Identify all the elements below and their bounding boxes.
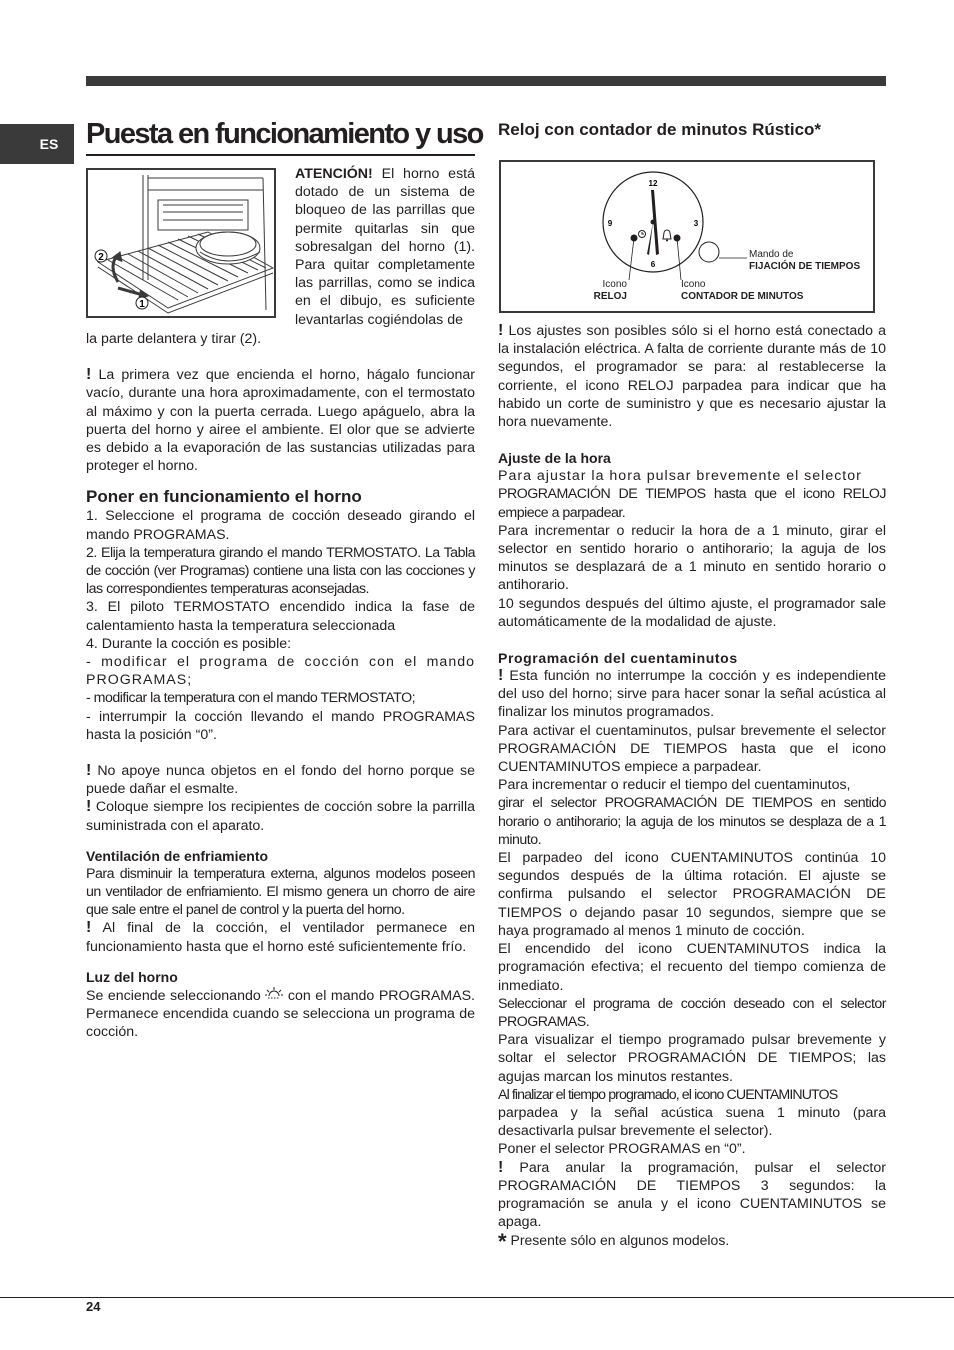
clock-number-12: 12	[648, 179, 658, 188]
figure-label-one: 1	[139, 299, 145, 310]
time-p1b: PROGRAMACIÓN DE TIEMPOS hasta que el icono RELOJ empiece a parpadear.	[498, 486, 886, 521]
vent-heading: Ventilación de enfriamiento	[86, 847, 269, 864]
step-2: 2. Elija la temperatura girando el mando TERMOSTATO. La Tabla de cocción (ver Programas) contiene una lista con las cocciones y las correspondientes temperaturas aconsejadas.	[86, 544, 475, 598]
step-4: 4. Durante la cocción es posible:	[86, 635, 292, 652]
step-4b: - modificar la temperatura con el mando TERMOSTATO;	[86, 690, 416, 707]
step-4c: - interrumpir la cocción llevando el mando PROGRAMAS hasta la posición “0”.	[86, 708, 475, 743]
timer-icon-label: Icono CONTADOR DE MINUTOS	[681, 279, 804, 302]
clock-number-3: 3	[693, 219, 699, 228]
timer-p8b: parpadea y la señal acústica suena 1 minuto (para desactivarla pulsar brevemente el selector).	[498, 1104, 886, 1140]
vent-text: Para disminuir la temperatura externa, algunos modelos poseen un ventilador de enfriamiento. El mismo genera un chorro de aire que sale entre el panel de control y la puerta del horno.	[86, 865, 475, 919]
footer-rule	[0, 1297, 954, 1298]
timer-p7: Para visualizar el tiempo programado pulsar brevemente y soltar el selector PROGRAMACIÓN DE TIEMPOS; las agujas marcan los minutos restantes.	[498, 1032, 886, 1085]
step-4a: - modificar el programa de cocción con el mando PROGRAMAS;	[86, 654, 475, 689]
timer-p1: ! Esta función no interrumpe la cocción y es independiente del uso del horno; sirve para hacer sonar la señal acústica al finalizar los minutos programados.	[498, 667, 886, 721]
oven-light-icon	[265, 986, 283, 1002]
timer-heading: Programación del cuentaminutos	[498, 650, 738, 667]
attention-text: El horno está dotado de un sistema de bloqueo de las parrillas que permite quitarlas sin que sobresalgan del horno (1). Para quitar completamente las parrillas, como se indica en el dibujo, es suficiente levantarlas cogiéndolas de	[295, 166, 475, 328]
warning-1: ! No apoye nunca objetos en el fondo del horno porque se puede dañar el esmalte.	[86, 762, 475, 798]
vent-warning: ! Al final de la cocción, el ventilador permanece en funcionamiento hasta que el horno esté suficientemente frío.	[86, 919, 475, 955]
clock-icon-label: Icono RELOJ	[593, 279, 627, 302]
clock-number-6: 6	[650, 260, 656, 269]
warning-2: ! Coloque siempre los recipientes de cocción sobre la parrilla suministrada con el aparato.	[86, 798, 475, 834]
timer-p10: ! Para anular la programación, pulsar el selector PROGRAMACIÓN DE TIEMPOS 3 segundos: la programación se anula y el icono CUENTAMINUTOS se apaga.	[498, 1158, 886, 1231]
timer-p9: Poner el selector PROGRAMAS en “0”.	[498, 1141, 746, 1158]
timer-p6: Seleccionar el programa de cocción deseado con el selector PROGRAMAS.	[498, 995, 886, 1030]
clock-number-9: 9	[607, 219, 613, 228]
footnote: * Presente sólo en algunos modelos.	[498, 1229, 730, 1255]
time-p2: Para incrementar o reducir la hora de a 1 minuto, girar el selector en sentido horario o antihorario; la aguja de los minutos se desplazará de a 1 minuto en sentido horario o antihorario.	[498, 522, 886, 594]
rack-drawing	[88, 170, 274, 316]
timer-p3b: girar el selector PROGRAMACIÓN DE TIEMPOS en sentido horario o antihorario; la aguja de los minutos se desplaza de a 1 minuto.	[498, 795, 886, 848]
language-tab: ES	[0, 124, 74, 164]
timer-p5: El encendido del icono CUENTAMINUTOS indica la programación efectiva; el recuento del tiempo comienza de inmediato.	[498, 941, 886, 994]
clock-illustration	[499, 160, 875, 313]
light-heading: Luz del horno	[86, 968, 178, 985]
page-title: Puesta en funcionamiento y uso	[86, 114, 475, 156]
timer-p8a: Al finalizar el tiempo programado, el icono CUENTAMINUTOS	[498, 1086, 838, 1103]
step-1: 1. Seleccione el programa de cocción deseado girando el mando PROGRAMAS.	[86, 508, 475, 543]
header-bar	[86, 76, 886, 86]
right-column	[498, 322, 886, 1255]
timer-p2: Para activar el cuentaminutos, pulsar brevemente el selector PROGRAMACIÓN DE TIEMPOS hasta que el icono CUENTAMINUTOS empiece a parpadear.	[498, 722, 886, 776]
step-3: 3. El piloto TERMOSTATO encendido indica la fase de calentamiento hasta la temperatura seleccionada	[86, 599, 475, 634]
figure-label-two: 2	[98, 252, 104, 263]
time-heading: Ajuste de la hora	[498, 450, 611, 467]
knob-label: Mando de FIJACIÓN DE TIEMPOS	[749, 249, 861, 272]
oven-rack-illustration	[86, 168, 276, 318]
time-setting-knob	[699, 242, 719, 262]
timer-p4: El parpadeo del icono CUENTAMINUTOS continúa 10 segundos después de la última rotación. El ajuste se confirma pulsando el selector PROGRAMACIÓN DE TIEMPOS o dejando pasar 10 segundos, siempre que se haya programado al menos 1 minuto de cocción.	[498, 850, 886, 939]
start-heading: Poner en funcionamiento el horno	[86, 487, 362, 507]
time-p1a: Para ajustar la hora pulsar brevemente el selector	[498, 468, 862, 485]
clock-heading: Reloj con contador de minutos Rústico*	[498, 120, 822, 139]
settings-note: ! Los ajustes son posibles sólo si el horno está conectado a la instalación eléctrica. A falta de corriente durante más de 10 segundos, el programador se para: al restablecerse la corriente, el icono RELOJ parpadea para indicar que ha habido un corte de suministro y que es necesario ajustar la hora nuevamente.	[498, 322, 886, 431]
first-use-note: ! La primera vez que encienda el horno, hágalo funcionar vacío, durante una hora aproximadamente, con el termostato al máximo y con la puerta cerrada. Luego apáguelo, abra la puerta del horno y airee el ambiente. El olor que se advierte es debido a la evaporación de las sustancias utilizadas para proteger el horno.	[86, 366, 475, 475]
attention-text-end: la parte delantera y tirar (2).	[86, 331, 262, 347]
light-text: Se enciende seleccionando con el mando PROGRAMAS. Permanece encendida cuando se selecciona un programa de cocción.	[86, 987, 475, 1041]
timer-p3a: Para incrementar o reducir el tiempo del cuentaminutos,	[498, 777, 851, 794]
attention-block	[295, 165, 475, 329]
attention-label: ATENCIÓN!	[295, 166, 373, 182]
left-column	[86, 330, 475, 1042]
time-p3: 10 segundos después del último ajuste, el programador sale automáticamente de la modalidad de ajuste.	[498, 595, 886, 630]
page-number: 24	[86, 1299, 101, 1314]
